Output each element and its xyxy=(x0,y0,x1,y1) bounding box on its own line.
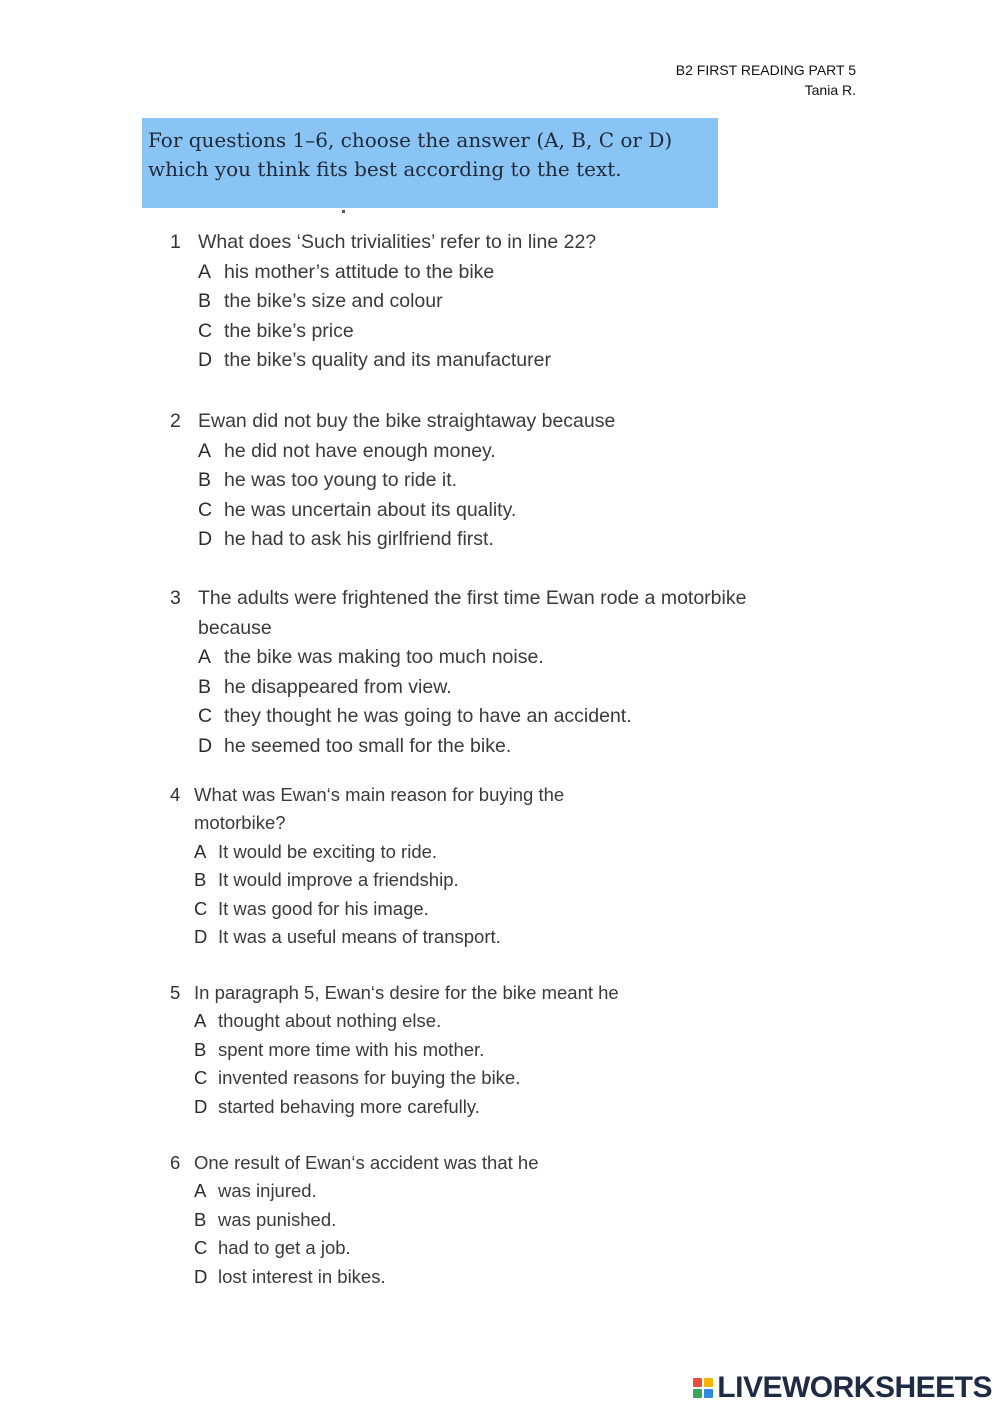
option-letter: D xyxy=(198,349,213,372)
question-1 xyxy=(170,228,770,376)
option-d[interactable] xyxy=(170,923,640,951)
option-text: the bike’s price xyxy=(224,319,354,342)
option-a[interactable] xyxy=(170,838,640,866)
option-letter: B xyxy=(198,290,212,313)
option-letter: C xyxy=(194,1237,208,1259)
option-b[interactable] xyxy=(170,287,770,317)
option-c[interactable] xyxy=(170,317,770,347)
option-letter: B xyxy=(194,1038,207,1060)
option-text: It was a useful means of transport. xyxy=(218,926,501,948)
option-text: he was too young to ride it. xyxy=(224,469,458,492)
option-letter: B xyxy=(194,869,207,891)
option-c[interactable] xyxy=(170,702,770,732)
option-text: the bike’s size and colour xyxy=(224,290,443,313)
option-letter: A xyxy=(198,439,212,462)
option-text: started behaving more carefully. xyxy=(218,1095,480,1117)
stray-mark xyxy=(342,210,345,213)
option-letter: A xyxy=(194,840,207,862)
option-letter: A xyxy=(194,1010,207,1032)
option-letter: D xyxy=(194,1265,208,1287)
question-text: In paragraph 5, Ewan‘s desire for the bike meant he xyxy=(194,982,619,1003)
option-text: was injured. xyxy=(218,1180,317,1202)
option-text: he did not have enough money. xyxy=(224,439,496,462)
option-letter: D xyxy=(194,1095,208,1117)
option-letter: B xyxy=(198,469,212,492)
question-6 xyxy=(170,1149,770,1291)
option-d[interactable] xyxy=(170,1093,770,1121)
option-letter: C xyxy=(198,319,213,342)
question-number: 5 xyxy=(170,982,181,1003)
question-2 xyxy=(170,407,770,555)
question-number: 3 xyxy=(170,587,181,609)
option-d[interactable] xyxy=(170,732,770,762)
option-letter: C xyxy=(194,1067,208,1089)
option-a[interactable] xyxy=(170,1007,770,1035)
option-text: his mother’s attitude to the bike xyxy=(224,260,495,283)
question-5 xyxy=(170,979,770,1121)
option-text: the bike was making too much noise. xyxy=(224,646,544,669)
question-number: 4 xyxy=(170,784,181,805)
author-name: Tania R. xyxy=(804,82,856,98)
option-text: It would be exciting to ride. xyxy=(218,840,438,862)
option-c[interactable] xyxy=(170,496,770,526)
option-c[interactable] xyxy=(170,1234,770,1262)
option-b[interactable] xyxy=(170,466,770,496)
option-c[interactable] xyxy=(170,895,640,923)
question-text: One result of Ewan‘s accident was that he xyxy=(194,1152,539,1173)
question-number: 6 xyxy=(170,1152,181,1173)
option-letter: C xyxy=(198,498,213,521)
option-text: he seemed too small for the bike. xyxy=(224,734,512,757)
logo-text: LIVEWORKSHEETS xyxy=(717,1371,992,1404)
option-letter: D xyxy=(198,528,213,551)
question-text: What was Ewan‘s main reason for buying the motorbike? xyxy=(194,784,565,834)
option-letter: D xyxy=(198,734,213,757)
option-letter: A xyxy=(198,260,212,283)
question-text: Ewan did not buy the bike straightaway because xyxy=(198,410,616,432)
instructions-text: For questions 1–6, choose the answer (A, B, C or D) which you think fits best according to the text. xyxy=(148,128,673,181)
option-letter: C xyxy=(194,897,208,919)
logo-mark-icon xyxy=(693,1378,713,1398)
option-d[interactable] xyxy=(170,525,770,555)
option-d[interactable] xyxy=(170,346,770,376)
option-text: he was uncertain about its quality. xyxy=(224,498,517,521)
option-text: invented reasons for buying the bike. xyxy=(218,1067,521,1089)
option-letter: A xyxy=(198,646,212,669)
question-text: What does ‘Such trivialities’ refer to in line 22? xyxy=(198,231,597,253)
option-a[interactable] xyxy=(170,437,770,467)
question-text: The adults were frightened the first time Ewan rode a motorbike because xyxy=(198,587,747,639)
option-text: they thought he was going to have an accident. xyxy=(224,705,632,728)
option-d[interactable] xyxy=(170,1263,770,1291)
worksheet-title: B2 FIRST READING PART 5 xyxy=(675,62,856,78)
option-text: thought about nothing else. xyxy=(218,1010,442,1032)
worksheet-header xyxy=(676,60,856,100)
option-text: It was good for his image. xyxy=(218,897,429,919)
option-text: he disappeared from view. xyxy=(224,675,452,698)
option-b[interactable] xyxy=(170,1036,770,1064)
option-a[interactable] xyxy=(170,643,770,673)
option-b[interactable] xyxy=(170,1206,770,1234)
option-text: spent more time with his mother. xyxy=(218,1038,485,1060)
option-letter: B xyxy=(198,675,212,698)
option-letter: A xyxy=(194,1180,207,1202)
option-text: the bike’s quality and its manufacturer xyxy=(224,349,551,372)
question-number: 1 xyxy=(170,231,181,253)
option-text: had to get a job. xyxy=(218,1237,351,1259)
option-a[interactable] xyxy=(170,258,770,288)
option-b[interactable] xyxy=(170,673,770,703)
option-text: lost interest in bikes. xyxy=(218,1265,386,1287)
option-text: he had to ask his girlfriend first. xyxy=(224,528,494,551)
question-4 xyxy=(170,781,640,951)
instructions-box xyxy=(142,118,718,208)
option-letter: C xyxy=(198,705,213,728)
question-number: 2 xyxy=(170,410,181,432)
question-3 xyxy=(170,584,770,762)
option-text: It would improve a friendship. xyxy=(218,869,459,891)
option-letter: D xyxy=(194,926,208,948)
option-c[interactable] xyxy=(170,1064,770,1092)
option-text: was punished. xyxy=(218,1208,337,1230)
option-b[interactable] xyxy=(170,866,640,894)
option-a[interactable] xyxy=(170,1177,770,1205)
liveworksheets-logo[interactable] xyxy=(693,1371,992,1405)
option-letter: B xyxy=(194,1208,207,1230)
